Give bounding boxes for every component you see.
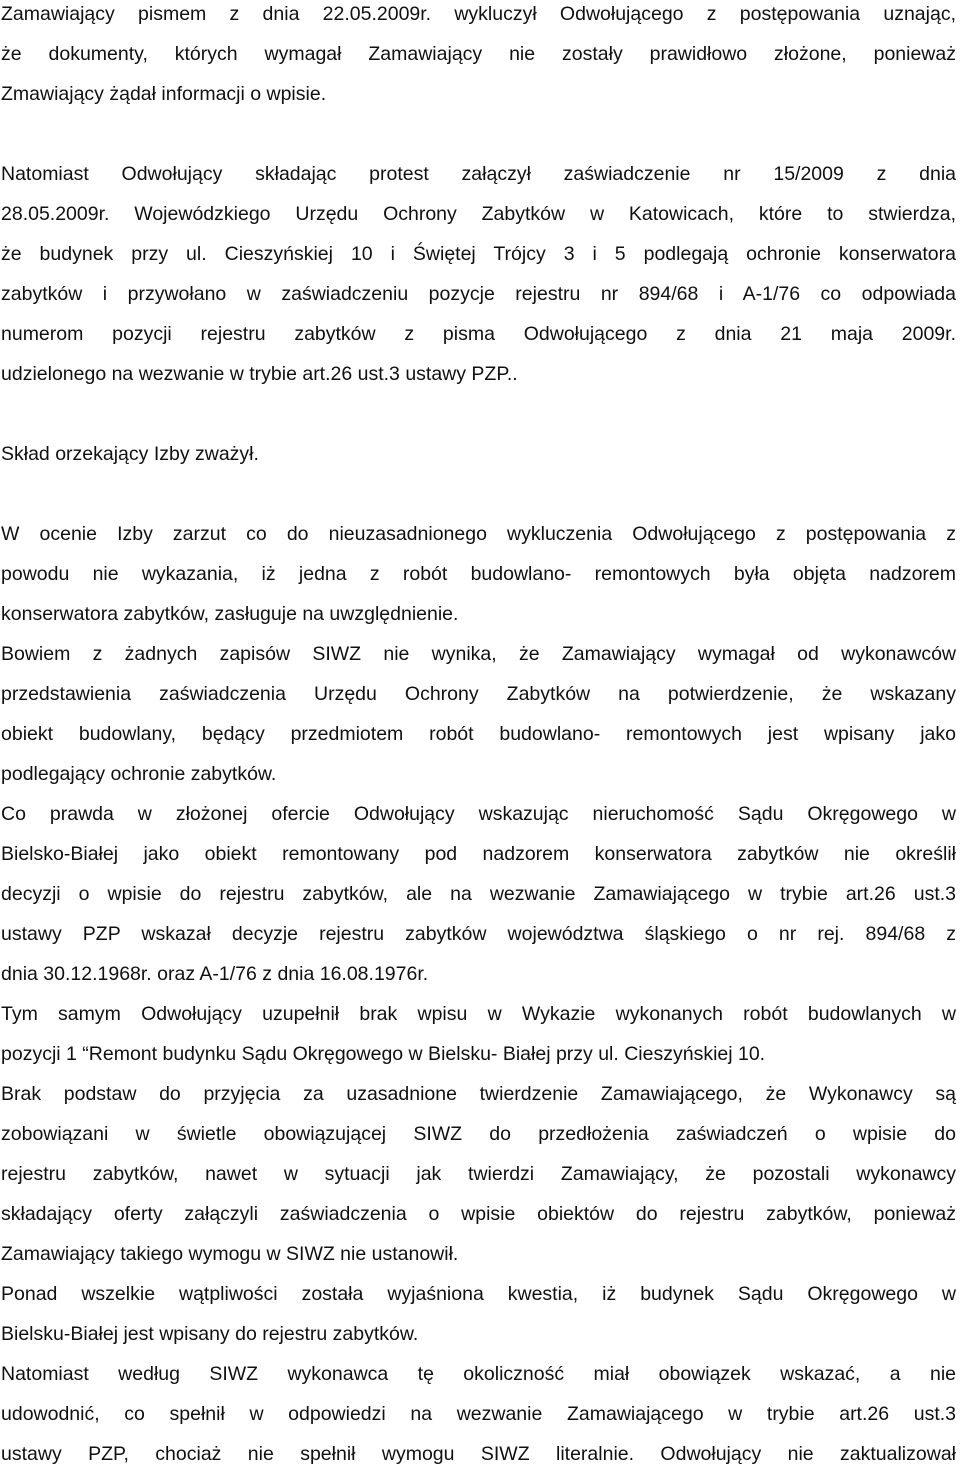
text-line: że dokumenty, których wymagał Zamawiający nie zostały prawidłowo złożone, ponieważ	[1, 43, 956, 65]
text-line: przedstawienia zaświadczenia Urzędu Ochrony Zabytków na potwierdzenie, że wskazany	[1, 683, 956, 705]
text-line: 28.05.2009r. Wojewódzkiego Urzędu Ochrony Zabytków w Katowicach, które to stwierdza,	[1, 203, 956, 225]
text-line: numerom pozycji rejestru zabytków z pisma Odwołującego z dnia 21 maja 2009r.	[1, 323, 956, 345]
text-line: Ponad wszelkie wątpliwości została wyjaśniona kwestia, iż budynek Sądu Okręgowego w	[1, 1283, 956, 1305]
text-line: rejestru zabytków, nawet w sytuacji jak twierdzi Zamawiający, że pozostali wykonawcy	[1, 1163, 956, 1185]
text-line: Bielsko-Białej jako obiekt remontowany pod nadzorem konserwatora zabytków nie określił	[1, 843, 956, 865]
text-line: Bowiem z żadnych zapisów SIWZ nie wynika, że Zamawiający wymagał od wykonawców	[1, 643, 956, 665]
text-line: zabytków i przywołano w zaświadczeniu pozycje rejestru nr 894/68 i A-1/76 co odpowiada	[1, 283, 956, 305]
text-line: ustawy PZP wskazał decyzje rejestru zabytków województwa śląskiego o nr rej. 894/68 z	[1, 923, 956, 945]
text-line: Zamawiający takiego wymogu w SIWZ nie ustanowił.	[1, 1243, 459, 1265]
text-line: powodu nie wykazania, iż jedna z robót budowlano- remontowych była objęta nadzorem	[1, 563, 956, 585]
text-line: udzielonego na wezwanie w trybie art.26 ust.3 ustawy PZP..	[1, 363, 518, 385]
text-line: Co prawda w złożonej ofercie Odwołujący wskazując nieruchomość Sądu Okręgowego w	[1, 803, 956, 825]
text-line: konserwatora zabytków, zasługuje na uwzględnienie.	[1, 603, 459, 625]
text-line: że budynek przy ul. Cieszyńskiej 10 i Świętej Trójcy 3 i 5 podlegają ochronie konserwatora	[1, 243, 956, 265]
text-line: zobowiązani w świetle obowiązującej SIWZ do przedłożenia zaświadczeń o wpisie do	[1, 1123, 956, 1145]
section-heading: Skład orzekający Izby zważył.	[1, 443, 259, 465]
text-line: ustawy PZP, chociaż nie spełnił wymogu SIWZ literalnie. Odwołujący nie zaktualizował	[1, 1443, 956, 1465]
text-line: Bielsku-Białej jest wpisany do rejestru zabytków.	[1, 1323, 419, 1345]
text-line: Brak podstaw do przyjęcia za uzasadnione twierdzenie Zamawiającego, że Wykonawcy są	[1, 1083, 956, 1105]
text-line: pozycji 1 “Remont budynku Sądu Okręgowego w Bielsku- Białej przy ul. Cieszyńskiej 10.	[1, 1043, 766, 1065]
text-line: obiekt budowlany, będący przedmiotem robót budowlano- remontowych jest wpisany jako	[1, 723, 956, 745]
text-line: Zamawiający pismem z dnia 22.05.2009r. wykluczył Odwołującego z postępowania uznając,	[1, 3, 956, 25]
text-line: podlegający ochronie zabytków.	[1, 763, 277, 785]
text-line: składający oferty załączyli zaświadczenia o wpisie obiektów do rejestru zabytków, ponieważ	[1, 1203, 956, 1225]
text-line: Tym samym Odwołujący uzupełnił brak wpisu w Wykazie wykonanych robót budowlanych w	[1, 1003, 956, 1025]
text-line: Natomiast Odwołujący składając protest załączył zaświadczenie nr 15/2009 z dnia	[1, 163, 956, 185]
text-line: Zmawiający żądał informacji o wpisie.	[1, 83, 327, 105]
text-line: dnia 30.12.1968r. oraz A-1/76 z dnia 16.08.1976r.	[1, 963, 429, 985]
text-line: decyzji o wpisie do rejestru zabytków, ale na wezwanie Zamawiającego w trybie art.26 ust.3	[1, 883, 956, 905]
text-line: Natomiast według SIWZ wykonawca tę okoliczność miał obowiązek wskazać, a nie	[1, 1363, 956, 1385]
text-line: udowodnić, co spełnił w odpowiedzi na wezwanie Zamawiającego w trybie art.26 ust.3	[1, 1403, 956, 1425]
text-line: W ocenie Izby zarzut co do nieuzasadnionego wykluczenia Odwołującego z postępowania z	[1, 523, 956, 545]
